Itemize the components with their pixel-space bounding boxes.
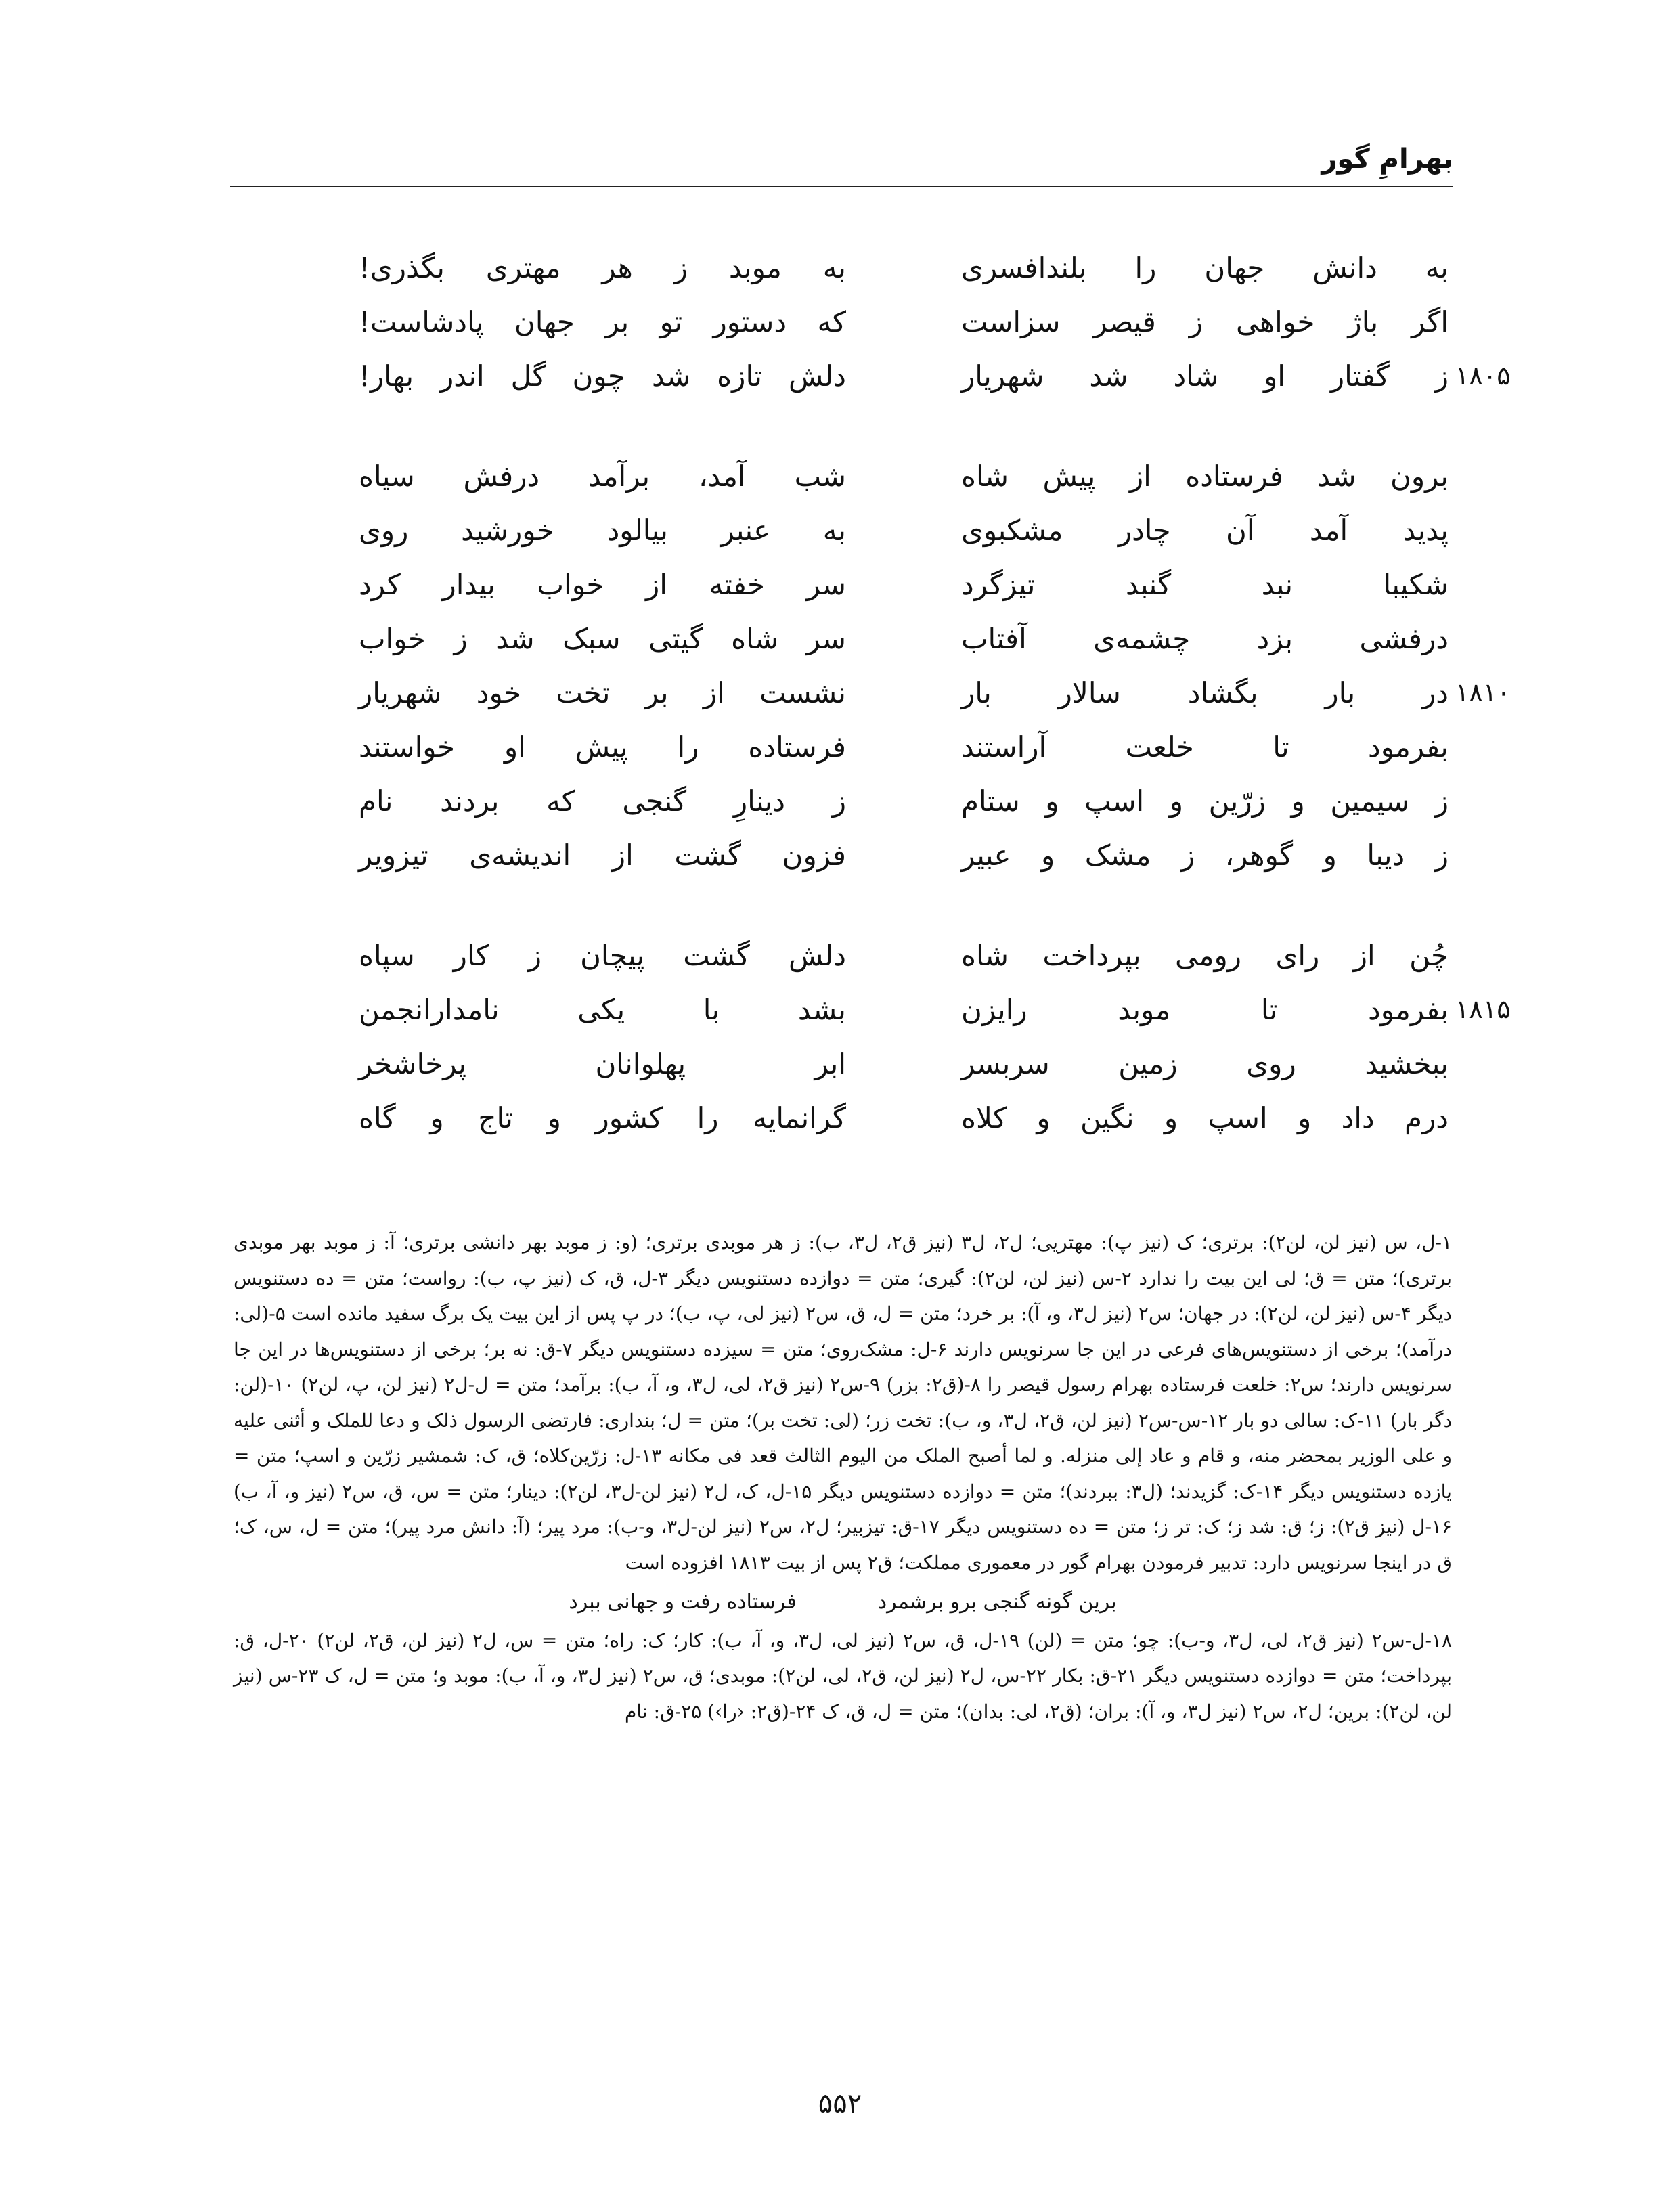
page-number: ۵۵۲ [818, 2088, 862, 2119]
couplet [325, 828, 1449, 882]
verse-number: ۱۸۱۵ [1455, 994, 1511, 1024]
couplet [325, 665, 1511, 720]
hemistich-first: اگر باژ خواهی ز قیصر سزاست [961, 305, 1449, 338]
hemistich-first: پدید آمد آن چادر مشکبوی [961, 513, 1449, 547]
couplet [325, 720, 1449, 774]
couplet [325, 1036, 1449, 1090]
couplet [325, 349, 1511, 403]
hemistich-second: ز دینارِ گنجی که بردند نام [359, 784, 846, 818]
hemistich-second: سر خفته از خواب بیدار کرد [359, 567, 846, 601]
couplet [325, 557, 1449, 611]
hemistich-second: دلش گشت پیچان ز کار سپاه [359, 938, 846, 972]
hemistich-first: ز سیمین و زرّین و اسپ و ستام [961, 784, 1449, 818]
stanza [325, 240, 1511, 403]
hemistich-first: در بار بگشاد سالار بار [961, 676, 1449, 709]
hemistich-second: که دستور تو بر جهان پادشاست! [359, 305, 846, 338]
couplet [325, 449, 1449, 503]
hemistich-second: به موبد ز هر مهتری بگذری! [359, 250, 846, 284]
hemistich-first: چُن از رای رومی بپرداخت شاه [961, 938, 1449, 972]
couplet [325, 294, 1449, 349]
verse-number: ۱۸۱۰ [1455, 678, 1511, 707]
hemistich-first: درم داد و اسپ و نگین و کلاه [961, 1101, 1449, 1134]
hemistich-second: بشد با یکی نامدارانجمن [359, 992, 846, 1026]
footnote-block: ۱-ل، س (نیز لن، لن۲): برتری؛ ک (نیز پ): مهتریی؛ ل۲، ل۳ (نیز ق۲، ل۳، ب): ز هر موبدی برتری؛ (و: ز موبد بهر دانشی برتری؛ آ: ز موبد بهر موبدی برتری)؛ متن = ق؛ لی این بیت را ندارد ۲-س (نیز لن، لن۲): گیری؛ متن = دوازده دستنویس دیگر ۳-ل، ق، ک (نیز پ، ب): رواست؛ متن = ده دستنویس دیگر ۴-س (نیز لن، لن۲): در جهان؛ س۲ (نیز ل۳، و، آ): بر خرد؛ متن = ل، ق، س۲ (نیز لی، پ، ب)؛ در پ پس از این بیت یک برگ سفید مانده است ۵-(لی: درآمد)؛ برخی از دستنویس‌های فرعی در این جا سرنویس دارند ۶-ل: مشک‌روی؛ متن = سیزده دستنویس دیگر ۷-ق: نه بر؛ برخی از دستنویس‌ها در این جا سرنویس دارند؛ س۲: خلعت فرستاده بهرام رسول قیصر را ۸-(ق۲: بزر) ۹-س۲ (نیز ق۲، لی، ل۳، و، آ، ب): برآمد؛ متن = ل-ل۲ (نیز لن، پ، لن۲) ۱۰-(لن: دگر بار) ۱۱-ک: سالی دو بار ۱۲-س-س۲ (نیز لن، ق۲، ل۳، و، ب): تخت زر؛ (لی: تخت بر)؛ متن = ل؛ بنداری: فارتضی الرسول ذلک و دعا للملک و أثنی علیه و علی الوزیر بمحضر منه، و قام و عاد إلی منزله. و لما أصبح الملک من الیوم الثالث قعد فی مکانه ۱۳-ل: زرّین‌کلاه؛ ق، ک: شمشیر زرّین و اسپ؛ متن = یازده دستنویس دیگر ۱۴-ک: گزیدند؛ (ل۳: ببردند)؛ متن = دوازده دستنویس دیگر ۱۵-ل، ک، ل۲ (نیز لن-ل۳، لن۲): دینار؛ متن = س، ق، س۲ (نیز و، آ، ب) ۱۶-ل (نیز ق۲): ز؛ ق: شد ز؛ ک: تر ز؛ متن = ده دستنویس دیگر ۱۷-ق: تیزبیر؛ ل۲، س۲ (نیز لن-ل۳، و-ب): مرد پیر؛ (آ: دانش مرد پیر)؛ متن = ل، س، ک؛ ق در اینجا سرنویس دارد: تدبیر فرمودن بهرام گور در معموری مملکت؛ ق۲ پس از بیت ۱۸۱۳ افزوده است [234, 1231, 1453, 1574]
inset-hemistich-first: برین گونه گنجی برو برشمرد [877, 1590, 1117, 1614]
couplet [325, 611, 1449, 665]
hemistich-first: بفرمود تا خلعت آراستند [961, 730, 1449, 764]
inset-verse [234, 1585, 1452, 1620]
hemistich-second: فزون گشت از اندیشه‌ی تیزویر [359, 838, 846, 872]
couplet [325, 982, 1511, 1036]
header-rule [230, 186, 1453, 187]
couplet [325, 240, 1449, 294]
couplet [325, 774, 1449, 828]
footnotes [234, 1225, 1452, 1729]
hemistich-first: ز گفتار او شاد شد شهریار [961, 359, 1449, 393]
stanza [325, 928, 1511, 1145]
hemistich-second: نشست از بر تخت خود شهریار [359, 676, 846, 709]
inset-hemistich-second: فرستاده رفت و جهانی ببرد [569, 1590, 797, 1614]
hemistich-second: سر شاه گیتی سبک شد ز خواب [359, 621, 846, 655]
footnote-block: ۱۸-ل-س۲ (نیز ق۲، لی، ل۳، و-ب): چو؛ متن = (لن) ۱۹-ل، ق، س۲ (نیز لی، ل۳، و، آ، ب): کار؛ ک: راه؛ متن = س، ل۲ (نیز لن، ق۲، لن۲) ۲۰-ل، ق: بپرداخت؛ متن = دوازده دستنویس دیگر ۲۱-ق: بکار ۲۲-س، ل۲ (نیز لن، ق۲، لی، لن۲): موبدی؛ ق، س۲ (نیز ل۳، و، آ، ب): موبد و؛ متن = ل، ک ۲۳-س (نیز لن، لن۲): برین؛ ل۲، س۲ (نیز ل۳، و، آ): بران؛ (ق۲، لی: بدان)؛ متن = ل، ق، ک ۲۴-(ق۲: ‹را›) ۲۵-ق: نام [234, 1629, 1453, 1723]
hemistich-second: ابر پهلوانان پرخاشخر [359, 1046, 846, 1080]
hemistich-first: به دانش جهان را بلندافسری [961, 250, 1449, 284]
verse-area [325, 240, 1511, 1191]
hemistich-first: شکیبا نبد گنبد تیزگرد [961, 567, 1449, 601]
stanza [325, 449, 1511, 882]
hemistich-second: گرانمایه را کشور و تاج و گاه [359, 1101, 846, 1134]
hemistich-second: دلش تازه شد چون گل اندر بهار! [359, 359, 846, 393]
hemistich-second: به عنبر بیالود خورشید روی [359, 513, 846, 547]
hemistich-first: بفرمود تا موبد رایزن [961, 992, 1449, 1026]
hemistich-first: درفشی بزد چشمه‌ی آفتاب [961, 621, 1449, 655]
couplet [325, 1090, 1449, 1145]
hemistich-first: ببخشید روی زمین سربسر [961, 1046, 1449, 1080]
verse-number: ۱۸۰۵ [1455, 361, 1511, 391]
hemistich-first: ز دیبا و گوهر، ز مشک و عبیر [961, 838, 1449, 872]
hemistich-second: شب آمد، برآمد درفش سیاه [359, 459, 846, 493]
hemistich-first: برون شد فرستاده از پیش شاه [961, 459, 1449, 493]
hemistich-second: فرستاده را پیش او خواستند [359, 730, 846, 764]
running-title: بهرامِ گور [1321, 143, 1453, 175]
couplet [325, 503, 1449, 557]
couplet [325, 928, 1449, 982]
